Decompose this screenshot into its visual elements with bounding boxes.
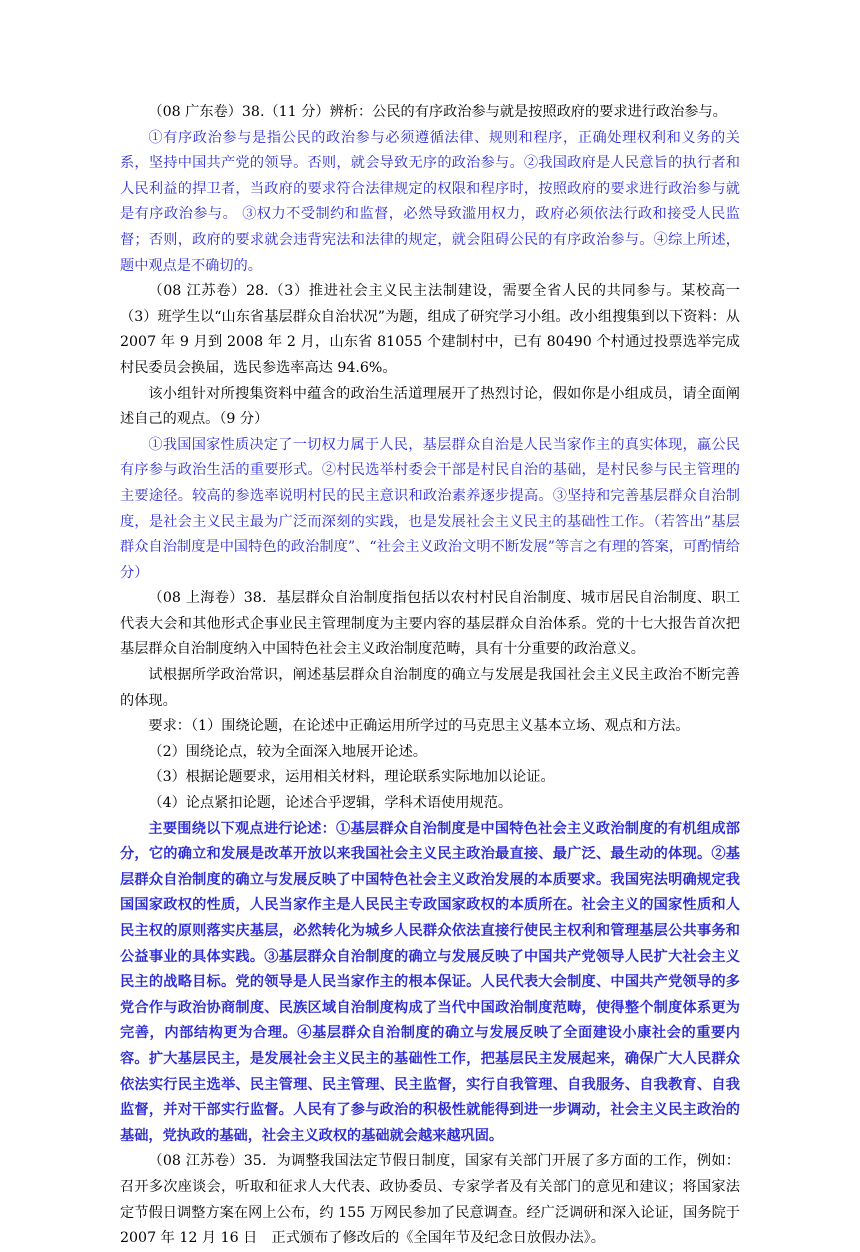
question-paragraph: （08 上海卷）38．基层群众自治制度指包括以农村村民自治制度、城市居民自治制度、职工代表大会和其他形式企事业民主管理制度为主要内容的基层群众自治体系。党的十七大报告首次把基层群众自治制度纳入中国特色社会主义政治制度范畴，具有十分重要的政治意义。 (120, 590, 740, 658)
answer-paragraph: ①有序政治参与是指公民的政治参与必须遵循法律、规则和程序，正确处理权利和义务的关系，坚持中国共产党的领导。否则，就会导致无序的政治参与。②我国政府是人民意旨的执行者和人民利益的捍卫者，当政府的要求符合法律规定的权限和程序时，按照政府的要求进行政治参与就是有序政治参与。 ③权力不受制约和监督，必然导致滥用权力，政府必须依法行政和接受人民监督；否则，政府的要求就会违背宪法和法律的规定，就会阻碍公民的有序政治参与。④综上所述，题中观点是不确切的。 (120, 129, 740, 274)
answer-paragraph: 主要围绕以下观点进行论述：①基层群众自治制度是中国特色社会主义政治制度的有机组成部分，它的确立和发展是改革开放以来我国社会主义民主政治最直接、最广泛、最生动的体现。②基层群众自治制度的确立与发展反映了中国特色社会主义政治发展的本质要求。我国宪法明确规定我国国家政权的性质，人民当家作主是人民民主专政国家政权的本质所在。社会主义的国家性质和人民主权的原则落实庆基层，必然转化为城乡人民群众依法直接行使民主权利和管理基层公共事务和公益事业的具体实践。③基层群众自治制度的确立与发展反映了中国共产党领导人民扩大社会主义民主的战略目标。党的领导是人民当家作主的根本保证。人民代表大会制度、中国共产党领导的多党合作与政治协商制度、民族区域自治制度构成了当代中国政治制度范畴，使得整个制度体系更为完善，内部结构更为合理。④基层群众自治制度的确立与发展反映了全面建设小康社会的重要内容。扩大基层民主，是发展社会主义民主的基础性工作，把基层民主发展起来，确保广大人民群众依法实行民主选举、民主管理、民主管理、民主监督，实行自我管理、自我服务、自我教育、自我监督，并对干部实行监督。人民有了参与政治的积极性就能得到进一步调动，社会主义民主政治的基础，党执政的基础，社会主义政权的基础就会越来越巩固。 (120, 820, 740, 1144)
question-paragraph: 试根据所学政治常识，阐述基层群众自治制度的确立与发展是我国社会主义民主政治不断完善的体现。 (120, 667, 740, 709)
question-paragraph: （08 江苏卷）28.（3）推进社会主义民主法制建设，需要全省人民的共同参与。某校高一（3）班学生以“山东省基层群众自治状况”为题，组成了研究学习小组。改小组搜集到以下资料：从 2007 年 9 月到 2008 年 2 月，山东省 81055 个建制村中，已有 80490 个村通过投票选举完成村民委员会换届，选民参选率高达 94.6%。 (120, 283, 740, 376)
requirement-item: 要求：（1）围绕论题，在论述中正确运用所学过的马克思主义基本立场、观点和方法。 (148, 718, 690, 735)
question-paragraph: 该小组针对所搜集资料中蕴含的政治生活道理展开了热烈讨论，假如你是小组成员，请全面阐述自己的观点。（9 分） (120, 385, 740, 428)
question-paragraph: （08 广东卷）38.（11 分）辨析：公民的有序政治参与就是按照政府的要求进行政治参与。 (148, 104, 727, 120)
question-paragraph: （08 江苏卷）35．为调整我国法定节假日制度，国家有关部门开展了多方面的工作，例如：召开多次座谈会，听取和征求人大代表、政协委员、专家学者及有关部门的意见和建议；将国家法定节假日调整方案在网上公布，约 155 万网民参加了民意调查。经广泛调研和深入论证，国务院于 2007 年 12 月 16 日 正式颁布了修改后的《全国年节及纪念日放假办法》。 (120, 1153, 740, 1247)
answer-paragraph: ①我国国家性质决定了一切权力属于人民，基层群众自治是人民当家作主的真实体现，蠃公民有序参与政治生活的重要形式。②村民选举村委会干部是村民自治的基础，是村民参与民主管理的主要途径。较高的参选率说明村民的民主意识和政治素养逐步提高。③坚持和完善基层群众自治制度，是社会主义民主最为广泛而深刻的实践，也是发展社会主义民主的基础性工作。（若答出”基层群众自治制度是中国特色的政治制度”、“社会主义政治文明不断发展”等言之有理的答案，可酌情给分） (120, 436, 740, 581)
requirement-item: （3）根据论题要求，运用相关材料，理论联系实际地加以论证。 (148, 769, 555, 786)
requirement-item: （2）围绕论点，较为全面深入地展开论述。 (148, 743, 427, 760)
requirement-item: （4）论点紧扣论题，论述合乎逻辑，学科术语使用规范。 (148, 795, 513, 812)
